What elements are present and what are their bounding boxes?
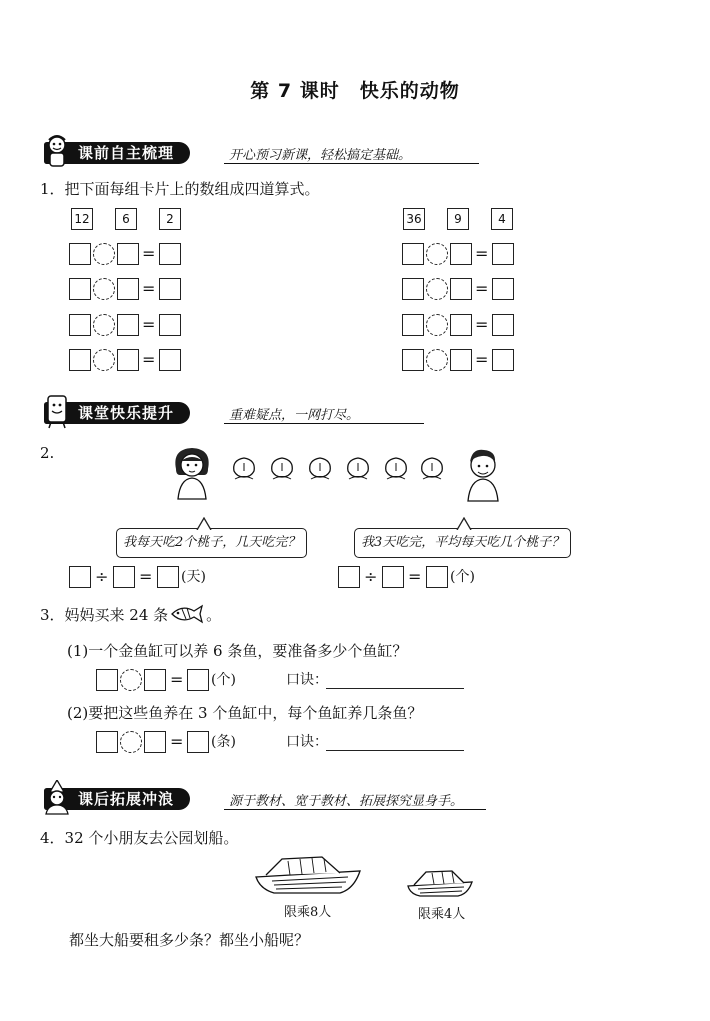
equals-sign: = bbox=[139, 567, 153, 586]
number-card: 12 bbox=[71, 208, 93, 230]
equation-row[interactable] bbox=[96, 669, 476, 695]
number-card: 4 bbox=[491, 208, 513, 230]
section-banner-classroom bbox=[44, 398, 444, 426]
equation-row[interactable] bbox=[402, 278, 522, 304]
equals-sign: = bbox=[475, 350, 489, 369]
operator-circle[interactable] bbox=[93, 314, 115, 336]
equals-sign: = bbox=[142, 279, 156, 298]
operator-circle[interactable] bbox=[93, 243, 115, 265]
section-rule bbox=[224, 809, 486, 810]
answer-box[interactable] bbox=[159, 243, 181, 265]
equals-sign: = bbox=[475, 315, 489, 334]
peach-row bbox=[229, 455, 444, 485]
section-tagline: 重难疑点，一网打尽。 bbox=[229, 408, 360, 423]
answer-box[interactable] bbox=[187, 731, 209, 753]
answer-box[interactable] bbox=[69, 243, 91, 265]
question-3-text bbox=[40, 603, 221, 625]
answer-box[interactable] bbox=[159, 278, 181, 300]
peach-icon bbox=[267, 455, 297, 483]
answer-box[interactable] bbox=[338, 566, 360, 588]
answer-box[interactable] bbox=[117, 243, 139, 265]
answer-box[interactable] bbox=[402, 349, 424, 371]
girl-speech-bubble: 我每天吃2个桃子，几天吃完？ bbox=[116, 528, 307, 558]
number-card: 2 bbox=[159, 208, 181, 230]
answer-box[interactable] bbox=[144, 731, 166, 753]
answer-box[interactable] bbox=[144, 669, 166, 691]
peach-icon bbox=[417, 455, 447, 483]
section-tagline: 源于教材、宽于教材、拓展探究显身手。 bbox=[229, 794, 464, 809]
equation-row[interactable] bbox=[69, 349, 189, 375]
section-label: 课前自主梳理 bbox=[44, 142, 190, 164]
answer-box[interactable] bbox=[402, 314, 424, 336]
fish-icon bbox=[168, 603, 206, 625]
big-boat-capacity: 限乘8人 bbox=[284, 905, 332, 920]
equation-row[interactable] bbox=[69, 314, 189, 340]
answer-box[interactable] bbox=[96, 669, 118, 691]
equals-sign: = bbox=[475, 279, 489, 298]
peach-icon bbox=[229, 455, 259, 483]
section-rule bbox=[224, 423, 424, 424]
operator-circle[interactable] bbox=[426, 349, 448, 371]
unit-label: (天) bbox=[181, 569, 206, 585]
section-banner-extension bbox=[44, 784, 494, 812]
answer-box[interactable] bbox=[450, 349, 472, 371]
divide-sign: ÷ bbox=[364, 567, 378, 586]
equals-sign: = bbox=[142, 244, 156, 263]
bubble-tail bbox=[456, 517, 472, 530]
answer-box[interactable] bbox=[159, 314, 181, 336]
operator-circle[interactable] bbox=[93, 349, 115, 371]
equals-sign: = bbox=[170, 670, 184, 689]
answer-box[interactable] bbox=[117, 278, 139, 300]
operator-circle[interactable] bbox=[120, 731, 142, 753]
equation-row[interactable] bbox=[69, 278, 189, 304]
koujue-label: 口诀： bbox=[286, 734, 328, 750]
mascot-icon bbox=[40, 394, 74, 430]
question-3-part-2: (2)要把这些鱼养在 3 个鱼缸中，每个鱼缸养几条鱼？ bbox=[67, 704, 423, 722]
boy-icon bbox=[460, 445, 506, 503]
section-rule bbox=[224, 163, 479, 164]
question-1-text: 1．把下面每组卡片上的数组成四道算式。 bbox=[40, 180, 320, 198]
operator-circle[interactable] bbox=[120, 669, 142, 691]
answer-box[interactable] bbox=[69, 349, 91, 371]
small-boat-capacity: 限乘4人 bbox=[418, 907, 466, 922]
peach-icon bbox=[381, 455, 411, 483]
divide-sign: ÷ bbox=[95, 567, 109, 586]
answer-box[interactable] bbox=[402, 243, 424, 265]
question-3-part-1: (1)一个金鱼缸可以养 6 条鱼，要准备多少个鱼缸？ bbox=[67, 642, 408, 660]
question-3-lead: 3．妈妈买来 24 条 bbox=[40, 606, 169, 624]
girl-icon bbox=[168, 445, 216, 501]
operator-circle[interactable] bbox=[426, 278, 448, 300]
number-card: 6 bbox=[115, 208, 137, 230]
boy-speech-bubble: 我3天吃完，平均每天吃几个桃子？ bbox=[354, 528, 571, 558]
page-title: 第 7 课时 快乐的动物 bbox=[250, 80, 460, 102]
operator-circle[interactable] bbox=[426, 243, 448, 265]
peach-icon bbox=[305, 455, 335, 483]
answer-box[interactable] bbox=[69, 278, 91, 300]
section-banner-preview bbox=[44, 138, 444, 166]
answer-box[interactable] bbox=[117, 349, 139, 371]
answer-box[interactable] bbox=[426, 566, 448, 588]
division-equation[interactable] bbox=[69, 566, 239, 592]
answer-box[interactable] bbox=[492, 349, 514, 371]
equals-sign: = bbox=[408, 567, 422, 586]
answer-box[interactable] bbox=[187, 669, 209, 691]
koujue-blank[interactable] bbox=[326, 734, 464, 751]
answer-box[interactable] bbox=[450, 278, 472, 300]
answer-box[interactable] bbox=[157, 566, 179, 588]
answer-box[interactable] bbox=[159, 349, 181, 371]
answer-box[interactable] bbox=[117, 314, 139, 336]
small-boat-icon bbox=[404, 866, 476, 900]
operator-circle[interactable] bbox=[426, 314, 448, 336]
equals-sign: = bbox=[475, 244, 489, 263]
unit-label: (个) bbox=[450, 569, 475, 585]
division-equation[interactable] bbox=[338, 566, 508, 592]
answer-box[interactable] bbox=[113, 566, 135, 588]
question-4-prompt: 都坐大船要租多少条？都坐小船呢？ bbox=[69, 931, 310, 949]
bubble-tail bbox=[196, 517, 212, 530]
koujue-blank[interactable] bbox=[326, 672, 464, 689]
section-label: 课后拓展冲浪 bbox=[44, 788, 190, 810]
equation-row[interactable] bbox=[402, 243, 522, 269]
number-card: 36 bbox=[403, 208, 425, 230]
equals-sign: = bbox=[142, 315, 156, 334]
unit-label: (个) bbox=[211, 672, 236, 688]
answer-box[interactable] bbox=[69, 566, 91, 588]
question-4-text: 4．32 个小朋友去公园划船。 bbox=[40, 829, 239, 847]
answer-box[interactable] bbox=[492, 243, 514, 265]
question-3-end: 。 bbox=[206, 606, 222, 624]
answer-box[interactable] bbox=[69, 314, 91, 336]
koujue-label: 口诀： bbox=[286, 672, 328, 688]
mascot-icon bbox=[40, 780, 74, 816]
question-2-number: 2. bbox=[40, 444, 55, 462]
operator-circle[interactable] bbox=[93, 278, 115, 300]
answer-box[interactable] bbox=[492, 278, 514, 300]
equation-row[interactable] bbox=[96, 731, 476, 757]
unit-label: (条) bbox=[211, 734, 236, 750]
equals-sign: = bbox=[170, 732, 184, 751]
answer-box[interactable] bbox=[402, 278, 424, 300]
equals-sign: = bbox=[142, 350, 156, 369]
number-card: 9 bbox=[447, 208, 469, 230]
answer-box[interactable] bbox=[450, 243, 472, 265]
equation-row[interactable] bbox=[69, 243, 189, 269]
answer-box[interactable] bbox=[450, 314, 472, 336]
peach-icon bbox=[343, 455, 373, 483]
equation-row[interactable] bbox=[402, 314, 522, 340]
big-boat-icon bbox=[252, 851, 364, 897]
answer-box[interactable] bbox=[96, 731, 118, 753]
section-tagline: 开心预习新课，轻松搞定基础。 bbox=[229, 148, 412, 163]
answer-box[interactable] bbox=[382, 566, 404, 588]
answer-box[interactable] bbox=[492, 314, 514, 336]
section-label: 课堂快乐提升 bbox=[44, 402, 190, 424]
mascot-icon bbox=[40, 134, 74, 170]
equation-row[interactable] bbox=[402, 349, 522, 375]
